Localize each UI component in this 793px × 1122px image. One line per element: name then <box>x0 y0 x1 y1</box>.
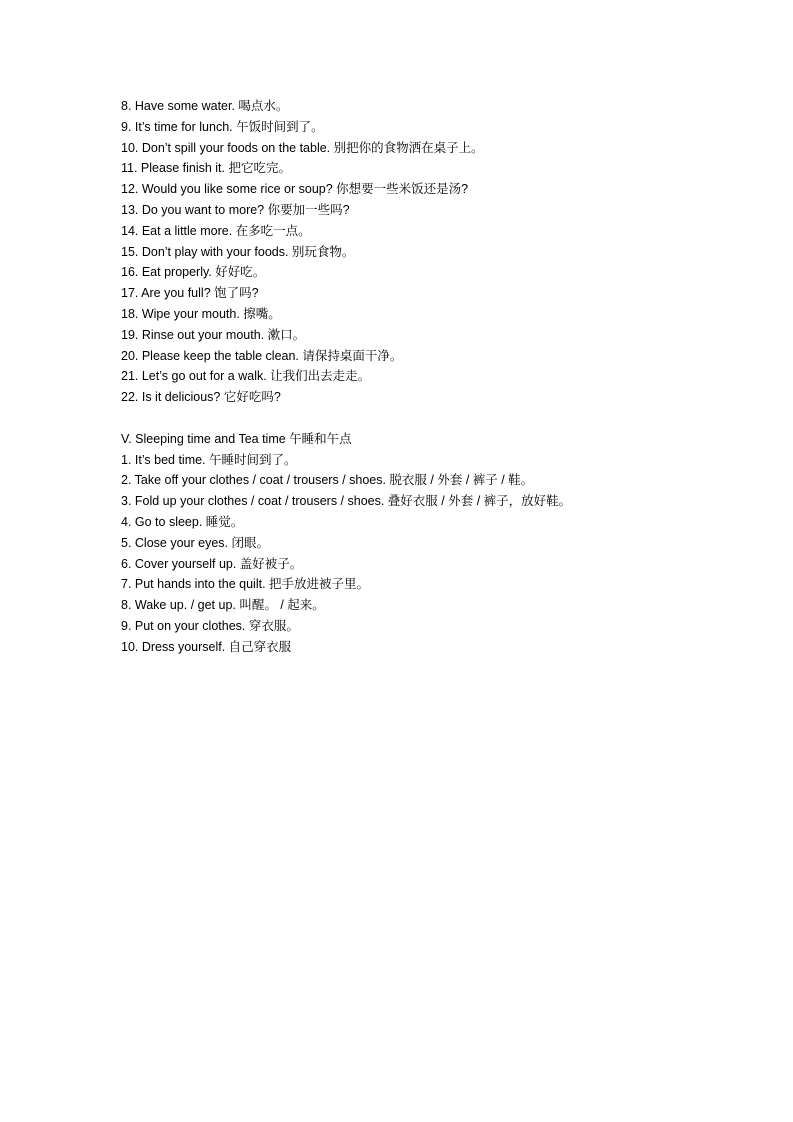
list-item: 21. Let’s go out for a walk. 让我们出去走走。 <box>121 369 371 384</box>
list-item: 12. Would you like some rice or soup? 你想要一些米饭还是汤? <box>121 182 469 197</box>
list-item: 9. Put on your clothes. 穿衣服。 <box>121 618 299 633</box>
list-item: 1. It’s bed time. 午睡时间到了。 <box>121 452 297 467</box>
list-item: 8. Wake up. / get up. 叫醒。 / 起来。 <box>121 598 325 613</box>
list-item: 10. Dress yourself. 自己穿衣服 <box>121 639 292 654</box>
list-item: 6. Cover yourself up. 盖好被子。 <box>121 556 303 571</box>
list-item: 11. Please finish it. 把它吃完。 <box>121 161 291 176</box>
list-item: 16. Eat properly. 好好吃。 <box>121 265 266 280</box>
list-item: 3. Fold up your clothes / coat / trousers / shoes. 叠好衣服 / 外套 / 裤子，放好鞋。 <box>121 494 572 509</box>
list-item: 7. Put hands into the quilt. 把手放进被子里。 <box>121 577 370 592</box>
list-item: 4. Go to sleep. 睡觉。 <box>121 514 244 529</box>
list-item: 9. It’s time for lunch. 午饭时间到了。 <box>121 119 324 134</box>
list-item: 17. Are you full? 饱了吗? <box>121 286 259 301</box>
list-item: 10. Don’t spill your foods on the table. 别把你的食物洒在桌子上。 <box>121 140 484 155</box>
list-item: 22. Is it delicious? 它好吃吗? <box>121 390 281 405</box>
list-item: 14. Eat a little more. 在多吃一点。 <box>121 223 311 238</box>
section-heading: V. Sleeping time and Tea time 午睡和午点 <box>121 431 352 446</box>
list-item: 8. Have some water. 喝点水。 <box>121 99 289 113</box>
list-item: 15. Don’t play with your foods. 别玩食物。 <box>121 244 355 259</box>
document-body <box>121 96 741 658</box>
section-spacer <box>121 408 741 429</box>
list-item: 18. Wipe your mouth. 擦嘴。 <box>121 306 281 321</box>
list-item: 5. Close your eyes. 闭眼。 <box>121 535 269 550</box>
list-item: 20. Please keep the table clean. 请保持桌面干净。 <box>121 348 403 363</box>
list-item: 19. Rinse out your mouth. 漱口。 <box>121 327 306 342</box>
list-item: 13. Do you want to more? 你要加一些吗? <box>121 202 350 217</box>
list-item: 2. Take off your clothes / coat / trousers / shoes. 脱衣服 / 外套 / 裤子 / 鞋。 <box>121 473 534 488</box>
